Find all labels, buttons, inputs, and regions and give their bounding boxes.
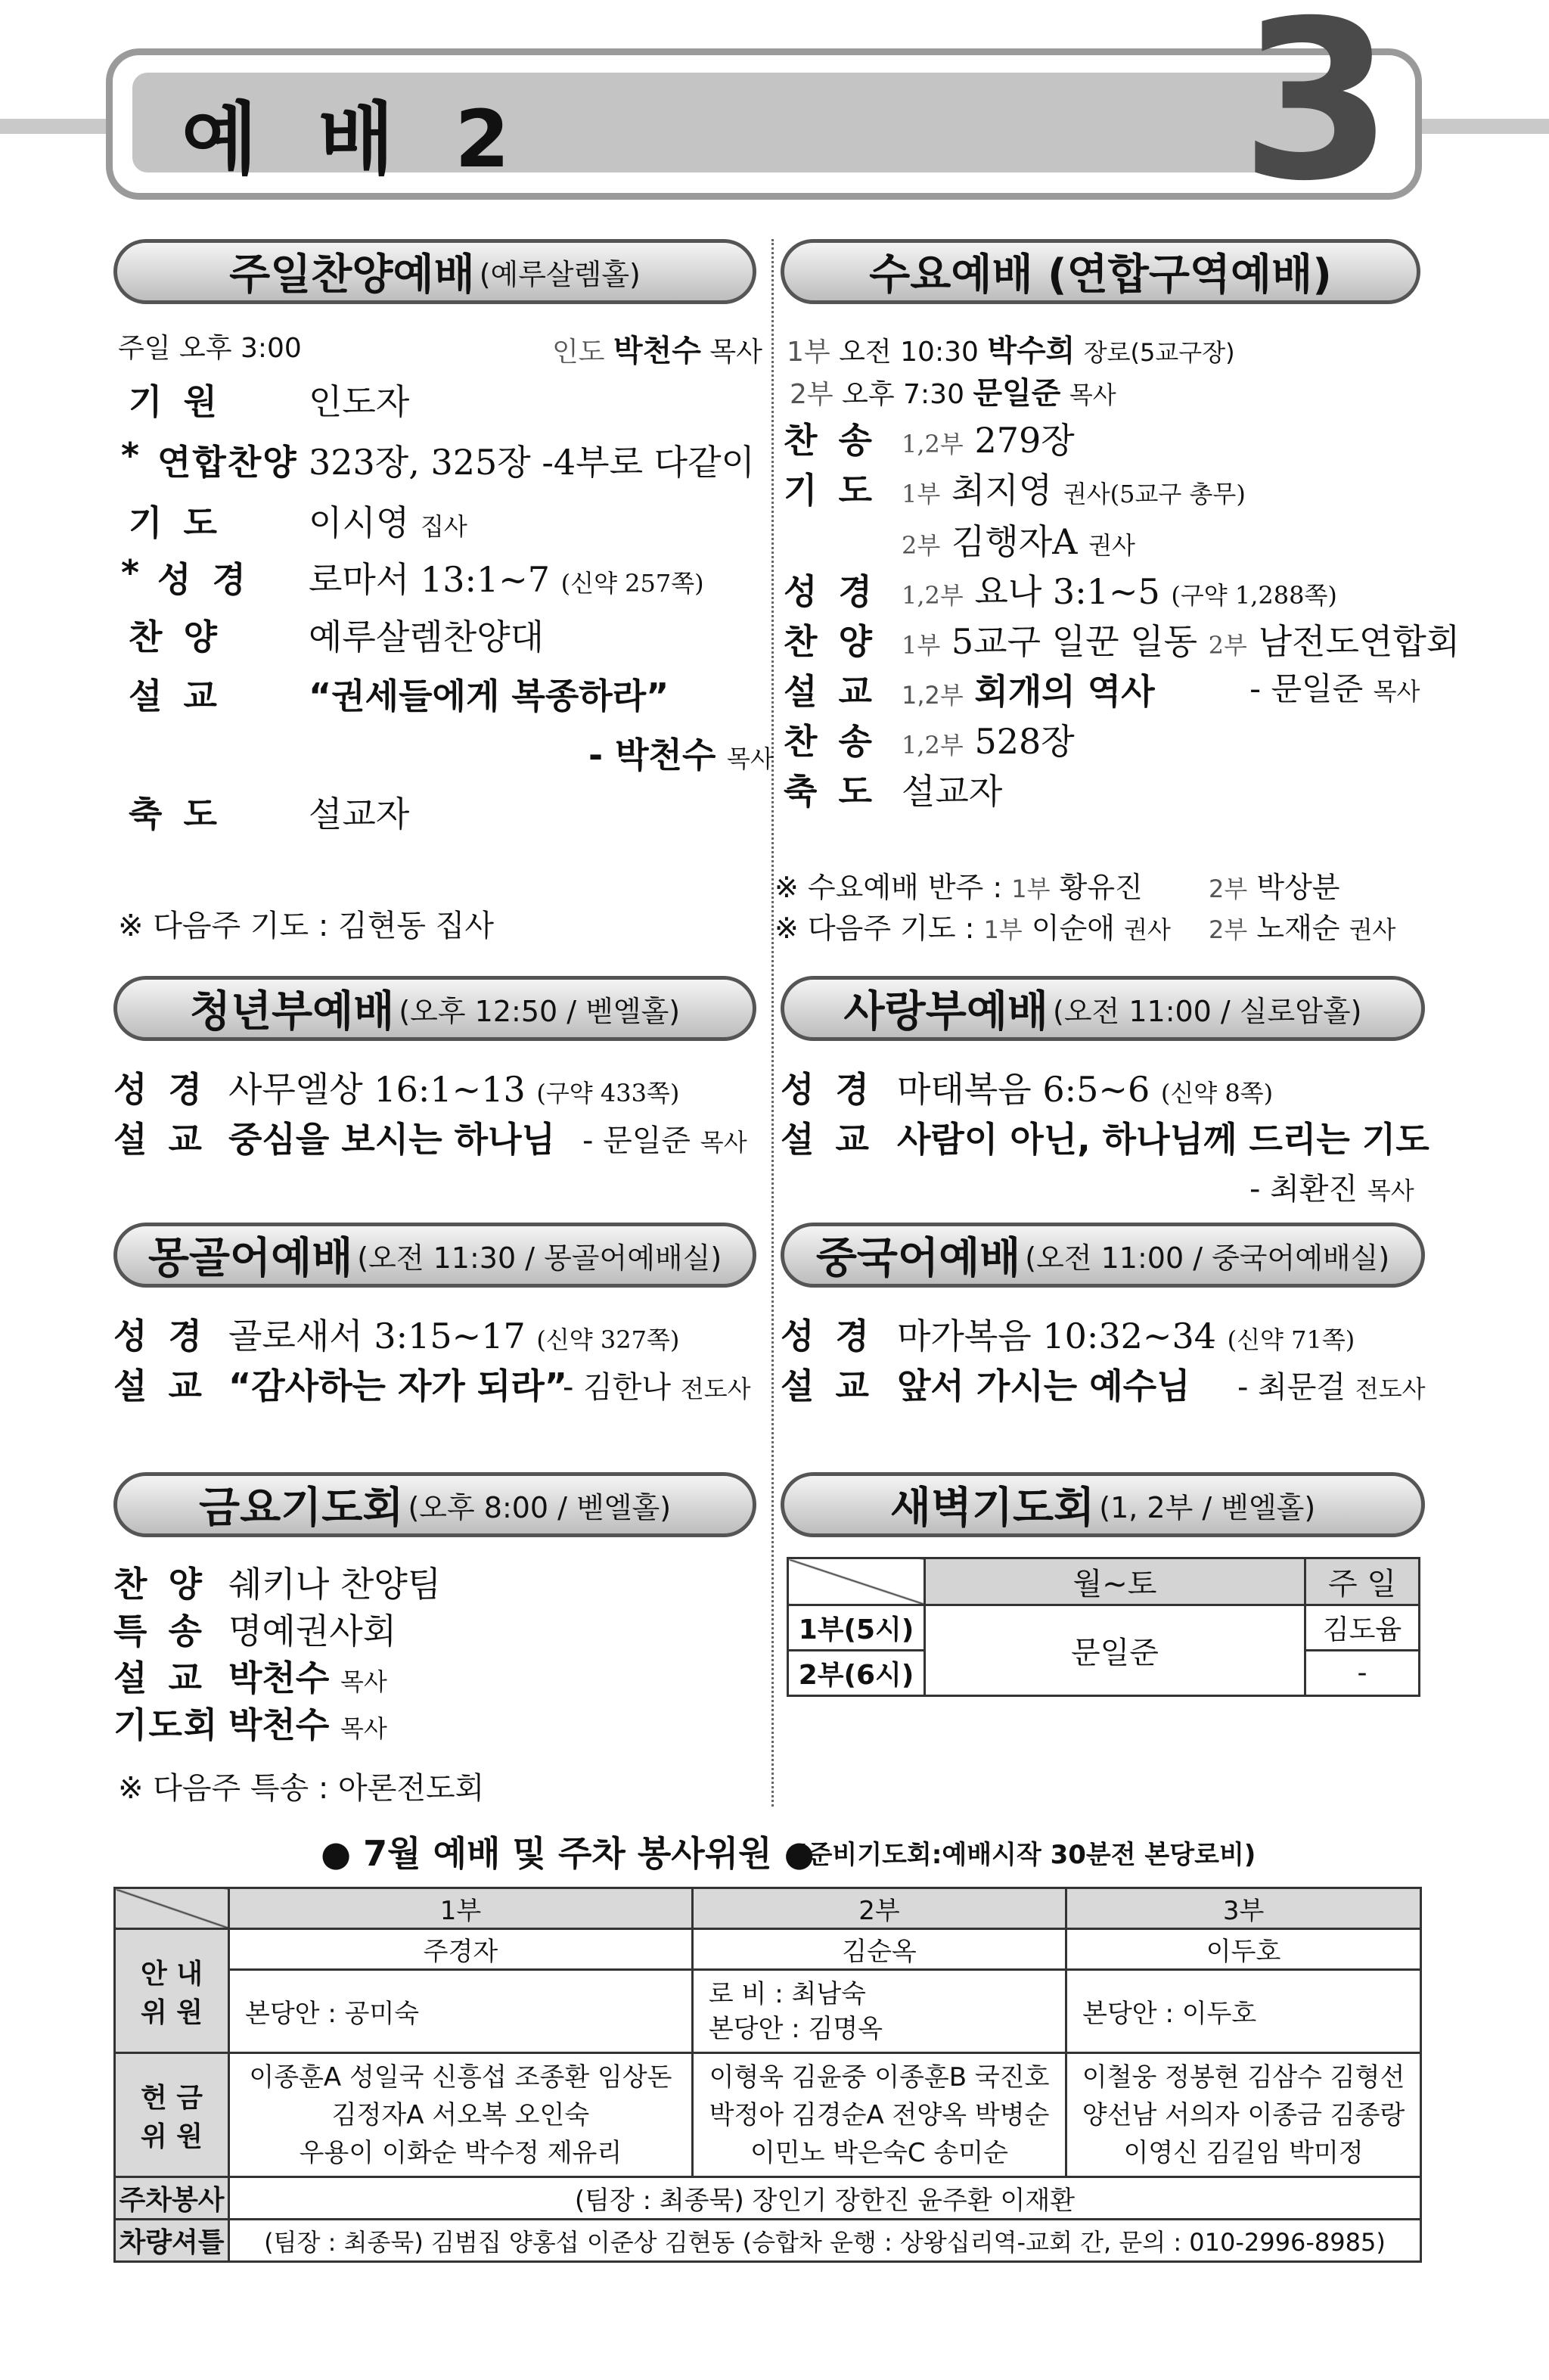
- sunday-row-label: 기 도: [129, 502, 222, 543]
- chinese-preacher: - 최문걸 전도사: [1237, 1370, 1426, 1405]
- shuttle-label: 차량셔틀: [115, 2220, 229, 2262]
- sunday-row-value: 예루살렘찬양대: [309, 617, 545, 657]
- youth-scripture-label: 성 경: [113, 1069, 206, 1110]
- wednesday-title: 수요예배 (연합구역예배): [781, 239, 1420, 304]
- friday-row-value: 박천수 목사: [228, 1658, 387, 1698]
- wednesday-line1: 1부 오전 10:30 박수희 장로(5교구장): [787, 334, 1235, 368]
- wed-sermon-title: 1,2부 회개의 역사: [902, 671, 1155, 712]
- wed-row-value: 1,2부 528장: [902, 721, 1075, 762]
- youth-preacher: - 문일준 목사: [582, 1123, 747, 1158]
- offering-part-1: 이종훈A 성일국 신흥섭 조종환 임상돈 김정자A 서오복 오인숙 우용이 이화순 박수정 제유리: [229, 2053, 693, 2177]
- dawn-col-weekday: 월~토: [925, 1558, 1305, 1605]
- mongol-scripture-label: 성 경: [113, 1316, 206, 1356]
- page-title: 예 배 2: [182, 93, 526, 185]
- page-number: 3: [1240, 0, 1393, 229]
- chinese-title: 중국어예배 (오전 11:00 / 중국어예배실): [781, 1223, 1425, 1288]
- dawn-row-2: 2부(6시): [788, 1651, 925, 1696]
- guide-label: 안 내 위 원: [115, 1929, 229, 2053]
- sunday-row-label: 연합찬양: [157, 442, 298, 483]
- guide-leader: 주경자: [229, 1929, 693, 1970]
- friday-next-special: ※ 다음주 특송 : 아론전도회: [118, 1771, 485, 1806]
- love-scripture: 마태복음 6:5~6 (신약 8쪽): [897, 1069, 1274, 1110]
- dawn-table: [787, 1557, 1420, 1697]
- guide-part-3: 본당안 : 이두호: [1066, 1970, 1421, 2053]
- love-title: 사랑부예배 (오전 11:00 / 실로암홀): [781, 976, 1425, 1041]
- sunday-row-label: 기 원: [129, 381, 222, 422]
- dawn-title: 새벽기도회 (1, 2부 / 벧엘홀): [781, 1472, 1425, 1537]
- wed-next-prayer-2: 2부 노재순 권사: [1209, 912, 1396, 945]
- offering-label: 헌 금 위 원: [115, 2053, 229, 2177]
- guide-part-2: 로 비 : 최남숙 본당안 : 김명옥: [692, 1970, 1066, 2053]
- chinese-scripture-label: 성 경: [781, 1316, 874, 1356]
- sunday-row-value: 323장, 325장 -4부로 다같이: [309, 442, 755, 483]
- chinese-sermon: 앞서 가시는 예수님: [897, 1366, 1190, 1406]
- sunday-row-label: 찬 양: [129, 617, 222, 657]
- wed-row-label: 설 교: [784, 671, 877, 712]
- wed-accompanist: ※ 수요예배 반주 : 1부 황유진: [774, 871, 1143, 904]
- parking-label: 주차봉사: [115, 2177, 229, 2220]
- youth-title: 청년부예배 (오후 12:50 / 벧엘홀): [113, 976, 756, 1041]
- sunday-next-prayer: ※ 다음주 기도 : 김현동 집사: [118, 909, 494, 943]
- dawn-sunday-2: -: [1305, 1651, 1420, 1696]
- youth-sermon-label: 설 교: [113, 1119, 206, 1160]
- wed-preacher: - 문일준 목사: [1249, 670, 1420, 707]
- offering-part-3: 이철웅 정봉현 김삼수 김형선 양선남 서의자 이종금 김종랑 이영신 김길임 박미정: [1066, 2053, 1421, 2177]
- sunday-row-value: 설교자: [309, 794, 410, 834]
- column-divider: [771, 239, 774, 1807]
- mongol-title: 몽골어예배 (오전 11:30 / 몽골어예배실): [113, 1223, 756, 1288]
- sunday-sermon-title: “권세들에게 복종하라”: [309, 676, 669, 716]
- wednesday-line2: 2부 오후 7:30 문일준 목사: [790, 376, 1116, 411]
- friday-row-value: 박천수 목사: [228, 1704, 387, 1745]
- wed-row-value: 2부 김행자A 권사: [902, 521, 1135, 562]
- wed-row-label: 기 도: [784, 470, 877, 511]
- guide-part-1: 본당안 : 공미숙: [229, 1970, 693, 2053]
- love-sermon: 사람이 아닌, 하나님께 드리는 기도: [897, 1119, 1429, 1160]
- wed-row-value: 1부 최지영 권사(5교구 총무): [902, 470, 1246, 511]
- friday-row-label: 찬 양: [113, 1564, 206, 1605]
- dawn-corner: [788, 1558, 925, 1605]
- friday-row-value: 명예권사회: [228, 1611, 397, 1651]
- service-team-note: (준비기도회:예배시작 30분전 본당로비): [796, 1840, 1256, 1870]
- offering-part-2: 이형욱 김윤중 이종훈B 국진호 박정아 김경순A 전양옥 박병순 이민노 박은숙C 송미순: [692, 2053, 1066, 2177]
- sunday-row-value: 로마서 13:1~7 (신약 257쪽): [309, 559, 704, 600]
- wed-row-label: 찬 송: [784, 420, 877, 461]
- dawn-sunday-1: 김도윰: [1305, 1605, 1420, 1651]
- love-preacher: - 최환진 목사: [1249, 1172, 1414, 1207]
- guide-leader: 이두호: [1066, 1929, 1421, 1970]
- sunday-row-mark: *: [121, 552, 140, 593]
- chinese-sermon-label: 설 교: [781, 1366, 874, 1406]
- mongol-scripture: 골로새서 3:15~17 (신약 327쪽): [228, 1316, 680, 1356]
- youth-scripture: 사무엘상 16:1~13 (구약 433쪽): [228, 1069, 680, 1110]
- guide-leader: 김순옥: [692, 1929, 1066, 1970]
- friday-row-label: 설 교: [113, 1658, 206, 1698]
- sunday-title: 주일찬양예배 (예루살렘홀): [113, 239, 756, 304]
- wed-row-value: 1,2부 279장: [902, 420, 1075, 461]
- sunday-time: 주일 오후 3:00: [118, 333, 302, 364]
- wed-next-prayer: ※ 다음주 기도 : 1부 이순애 권사: [774, 912, 1171, 945]
- friday-row-value: 쉐키나 찬양팀: [228, 1564, 442, 1605]
- sunday-row-label: 성 경: [157, 559, 250, 600]
- sunday-row-label: 설 교: [129, 676, 222, 716]
- friday-row-label: 기도회: [113, 1704, 219, 1745]
- service-team-table: [113, 1887, 1422, 2263]
- wed-row-label: 찬 양: [784, 621, 877, 662]
- love-sermon-label: 설 교: [781, 1119, 874, 1160]
- wed-row-label: 찬 송: [784, 721, 877, 762]
- sunday-row-label: 축 도: [129, 794, 222, 834]
- friday-row-label: 특 송: [113, 1611, 206, 1651]
- wed-row-value: 1부 5교구 일꾼 일동 2부 남전도연합회: [902, 621, 1461, 662]
- sunday-preacher: - 박천수 목사: [588, 735, 774, 775]
- parking-team: (팀장 : 최종묵) 장인기 장한진 윤주환 이재환: [229, 2177, 1421, 2220]
- service-part: 2부: [692, 1888, 1066, 1929]
- sunday-row-value: 인도자: [309, 381, 410, 422]
- sunday-row-value: 이시영 집사: [309, 502, 467, 543]
- youth-sermon: 중심을 보시는 하나님: [228, 1119, 555, 1160]
- mongol-preacher: - 김한나 전도사: [563, 1370, 751, 1405]
- wed-row-value: 설교자: [902, 771, 1003, 812]
- wed-accompanist-2: 2부 박상분: [1209, 871, 1340, 904]
- friday-title: 금요기도회 (오후 8:00 / 벧엘홀): [113, 1472, 756, 1537]
- dawn-weekday-leader: 문일준: [925, 1605, 1305, 1696]
- service-part: 3부: [1066, 1888, 1421, 1929]
- chinese-scripture: 마가복음 10:32~34 (신약 71쪽): [897, 1316, 1355, 1356]
- dawn-col-sunday: 주 일: [1305, 1558, 1420, 1605]
- sunday-row-mark: *: [121, 435, 140, 476]
- sunday-leader: 인도 박천수 목사: [552, 334, 762, 368]
- service-team-title: ● 7월 예배 및 주차 봉사위원 ●: [321, 1833, 815, 1874]
- service-corner: [115, 1888, 229, 1929]
- wed-row-label: 성 경: [784, 571, 877, 612]
- shuttle-team: (팀장 : 최종묵) 김범집 양홍섭 이준상 김현동 (승합차 운행 : 상왕십리역-교회 간, 문의 : 010-2996-8985): [229, 2220, 1421, 2262]
- mongol-sermon-label: 설 교: [113, 1366, 206, 1406]
- love-scripture-label: 성 경: [781, 1069, 874, 1110]
- service-part: 1부: [229, 1888, 693, 1929]
- wed-row-value: 1,2부 요나 3:1~5 (구약 1,288쪽): [902, 571, 1337, 612]
- wed-row-label: 축 도: [784, 771, 877, 812]
- dawn-row-1: 1부(5시): [788, 1605, 925, 1651]
- mongol-sermon: “감사하는 자가 되라”: [228, 1366, 567, 1406]
